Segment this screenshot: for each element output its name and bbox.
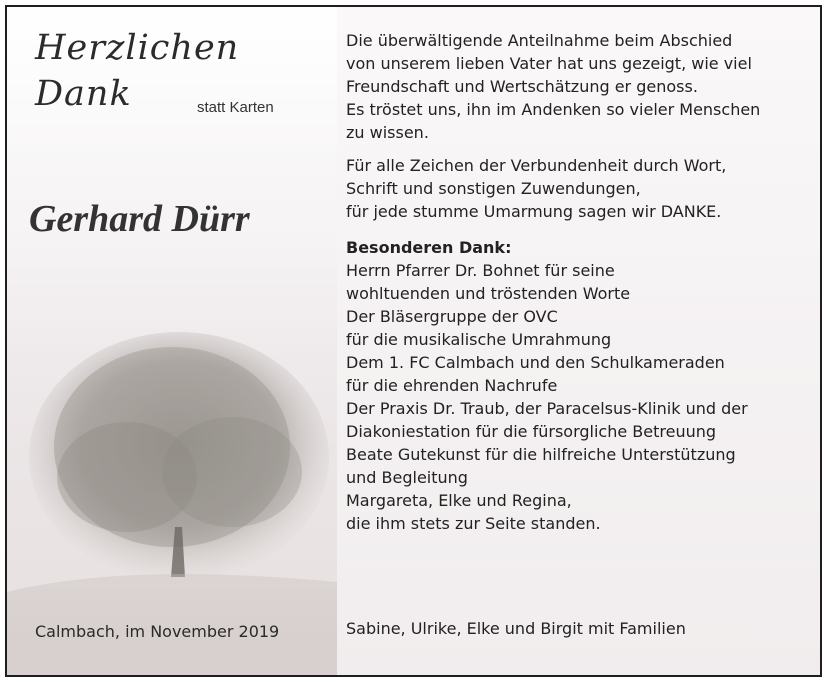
script-title-line1: Herzlichen — [35, 28, 240, 68]
obituary-card — [5, 5, 822, 677]
paragraph-intro — [346, 29, 816, 144]
script-title-line2: Dank — [35, 74, 132, 114]
text-line: und Begleitung — [346, 468, 468, 487]
text-line: Dem 1. FC Calmbach und den Schulkameraden — [346, 353, 725, 372]
place-date: Calmbach, im November 2019 — [35, 622, 280, 641]
text-line: Die überwältigende Anteilnahme beim Abschied — [346, 31, 733, 50]
text-line: Schrift und sonstigen Zuwendungen, — [346, 179, 641, 198]
text-line: für jede stumme Umarmung sagen wir DANKE. — [346, 202, 722, 221]
text-line: für die musikalische Umrahmung — [346, 330, 612, 349]
text-line: Es tröstet uns, ihn im Andenken so vieler Menschen — [346, 100, 761, 119]
thanks-text-column — [346, 29, 816, 535]
text-line: Diakoniestation für die fürsorgliche Betreuung — [346, 422, 717, 441]
deceased-name: Gerhard Dürr — [29, 198, 250, 240]
text-line: von unserem lieben Vater hat uns gezeigt, wie viel — [346, 54, 752, 73]
text-line: Beate Gutekunst für die hilfreiche Unterstützung — [346, 445, 736, 464]
text-line: Margareta, Elke und Regina, — [346, 491, 572, 510]
text-line: Der Bläsergruppe der OVC — [346, 307, 558, 326]
text-line: Der Praxis Dr. Traub, der Paracelsus-Klinik und der — [346, 399, 748, 418]
special-thanks-section — [346, 236, 816, 535]
special-thanks-heading: Besonderen Dank: — [346, 238, 512, 257]
text-line: die ihm stets zur Seite standen. — [346, 514, 601, 533]
text-line: wohltuenden und tröstenden Worte — [346, 284, 631, 303]
text-line: Freundschaft und Wertschätzung er genoss. — [346, 77, 698, 96]
text-line: Herrn Pfarrer Dr. Bohnet für seine — [346, 261, 615, 280]
text-line: zu wissen. — [346, 123, 429, 142]
signers: Sabine, Ulrike, Elke und Birgit mit Familien — [346, 619, 686, 638]
text-line: für die ehrenden Nachrufe — [346, 376, 558, 395]
statt-karten-label: statt Karten — [197, 99, 274, 116]
paragraph-thanks — [346, 154, 816, 223]
text-line: Für alle Zeichen der Verbundenheit durch Wort, — [346, 156, 727, 175]
